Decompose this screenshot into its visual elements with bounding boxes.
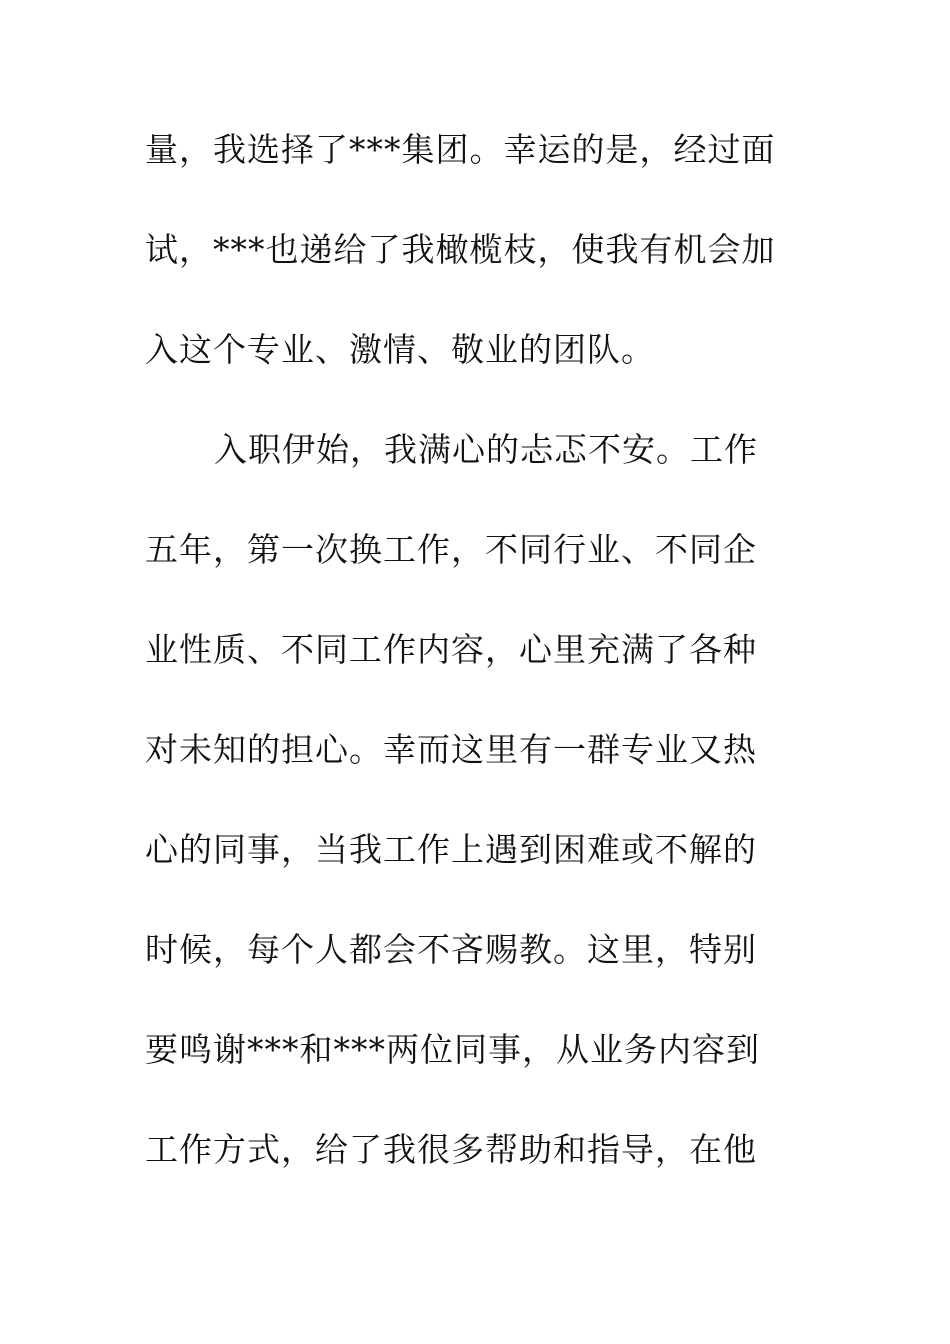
text-line: 五年，第一次换工作，不同行业、不同企 bbox=[145, 530, 757, 569]
text-line: 时候，每个人都会不吝赐教。这里，特别 bbox=[145, 930, 757, 969]
text-line: 业性质、不同工作内容，心里充满了各种 bbox=[145, 630, 757, 669]
text-line: 试，***也递给了我橄榄枝，使我有机会加 bbox=[145, 230, 776, 269]
text-line: 入这个专业、激情、敬业的团队。 bbox=[145, 330, 655, 369]
paragraph-first-line: 入职伊始，我满心的忐忑不安。工作 bbox=[214, 430, 758, 469]
text-line: 对未知的担心。幸而这里有一群专业又热 bbox=[145, 730, 757, 769]
text-line: 工作方式，给了我很多帮助和指导，在他 bbox=[145, 1130, 757, 1169]
text-line: 量，我选择了***集团。幸运的是，经过面 bbox=[145, 130, 776, 169]
text-line: 要鸣谢***和***两位同事，从业务内容到 bbox=[145, 1030, 760, 1069]
text-line: 心的同事，当我工作上遇到困难或不解的 bbox=[145, 830, 757, 869]
